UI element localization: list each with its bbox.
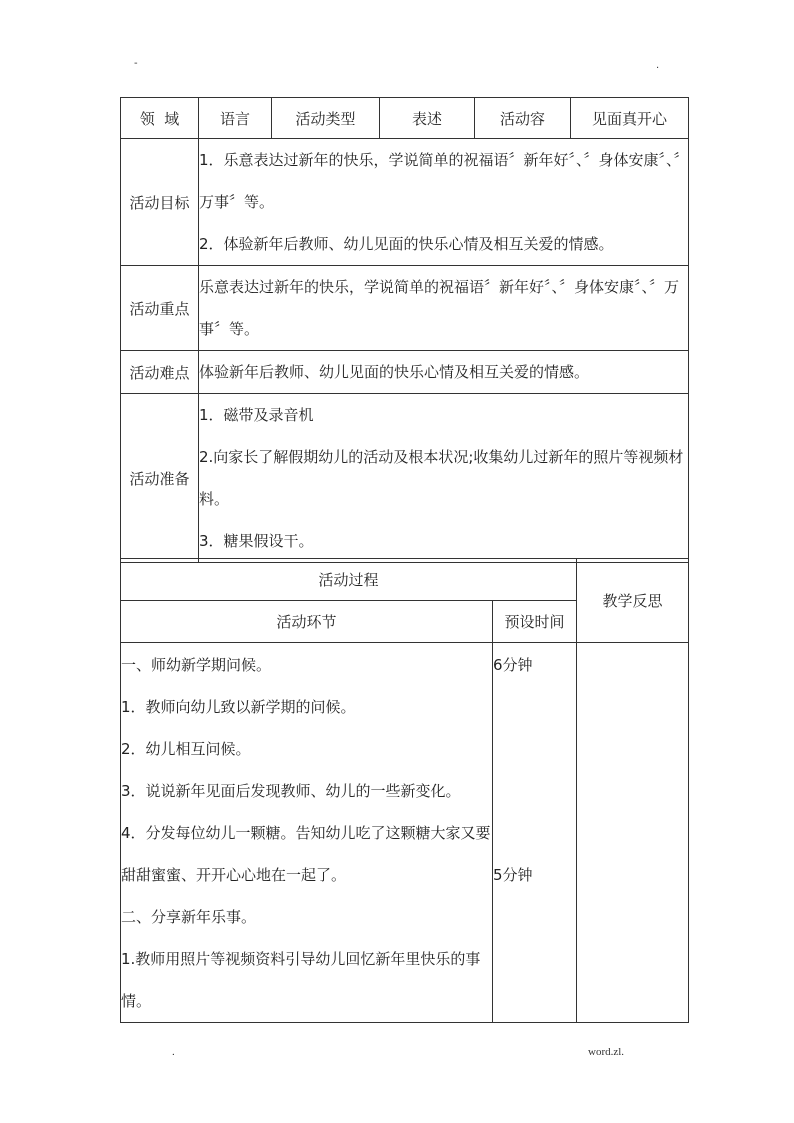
activity-step-header: 活动环节	[121, 601, 493, 643]
key-point-text: 乐意表达过新年的快乐，学说简单的祝福语〞新年好〞、〞身体安康〞、〞万事〞等。	[199, 266, 689, 351]
step-item: 1．教师向幼儿致以新学期的问候。	[121, 698, 356, 716]
key-point-label: 活动重点	[121, 266, 199, 351]
activity-type-value: 表述	[380, 98, 475, 139]
time-item	[493, 728, 576, 770]
info-table	[120, 97, 689, 563]
step-item: 2．幼儿相互问候。	[121, 740, 251, 758]
goals-cell	[199, 139, 689, 266]
header-left-mark: -	[134, 58, 138, 69]
header-right-mark: .	[656, 60, 660, 71]
prep-row	[121, 394, 689, 563]
prep-label: 活动准备	[121, 394, 199, 563]
time-item	[493, 686, 576, 728]
goals-label: 活动目标	[121, 139, 199, 266]
step-item: 一、师幼新学期问候。	[121, 656, 272, 674]
step-item: 二、分享新年乐事。	[121, 908, 257, 926]
preset-times-cell	[493, 643, 577, 1023]
domain-label: 领 域	[121, 98, 199, 139]
process-table	[120, 558, 689, 1023]
process-title-row	[121, 559, 689, 601]
footer-source: word.zl.	[588, 1046, 625, 1058]
prep-item: 2.向家长了解假期幼儿的活动及根本状况;收集幼儿过新年的照片等视频材料。	[199, 448, 684, 508]
domain-value: 语言	[199, 98, 272, 139]
difficulty-row	[121, 351, 689, 394]
step-item: 4．分发每位幼儿一颗糖。告知幼儿吃了这颗糖大家又要甜甜蜜蜜、开开心心地在一起了。	[121, 824, 491, 884]
prep-cell	[199, 394, 689, 563]
goal-item: 1．乐意表达过新年的快乐，学说简单的祝福语〞新年好〞、〞身体安康〞、〞万事〞等。	[199, 151, 682, 211]
activity-steps-cell	[121, 643, 493, 1023]
reflection-cell	[577, 643, 689, 1023]
time-item	[493, 770, 576, 812]
difficulty-text: 体验新年后教师、幼儿见面的快乐心情及相互关爱的情感。	[199, 351, 689, 394]
preset-time-header: 预设时间	[493, 601, 577, 643]
activity-content-value: 见面真开心	[571, 98, 689, 139]
time-item	[493, 812, 576, 854]
goals-row	[121, 139, 689, 266]
teaching-reflection-label: 教学反思	[577, 559, 689, 643]
footer-left-mark: .	[172, 1046, 175, 1058]
time-item: 6分钟	[493, 656, 533, 674]
step-item: 3．说说新年见面后发现教师、幼儿的一些新变化。	[121, 782, 461, 800]
process-title: 活动过程	[121, 559, 577, 601]
activity-type-label: 活动类型	[272, 98, 380, 139]
prep-item: 1．磁带及录音机	[199, 406, 314, 424]
key-point-row	[121, 266, 689, 351]
step-item: 1.教师用照片等视频资料引导幼儿回忆新年里快乐的事情。	[121, 950, 481, 1010]
activity-content-label: 活动容	[475, 98, 571, 139]
prep-item: 3．糖果假设干。	[199, 532, 314, 550]
difficulty-label: 活动难点	[121, 351, 199, 394]
goal-item: 2．体验新年后教师、幼儿见面的快乐心情及相互关爱的情感。	[199, 235, 614, 253]
info-row	[121, 98, 689, 139]
process-body-row	[121, 643, 689, 1023]
time-item: 5分钟	[493, 866, 533, 884]
